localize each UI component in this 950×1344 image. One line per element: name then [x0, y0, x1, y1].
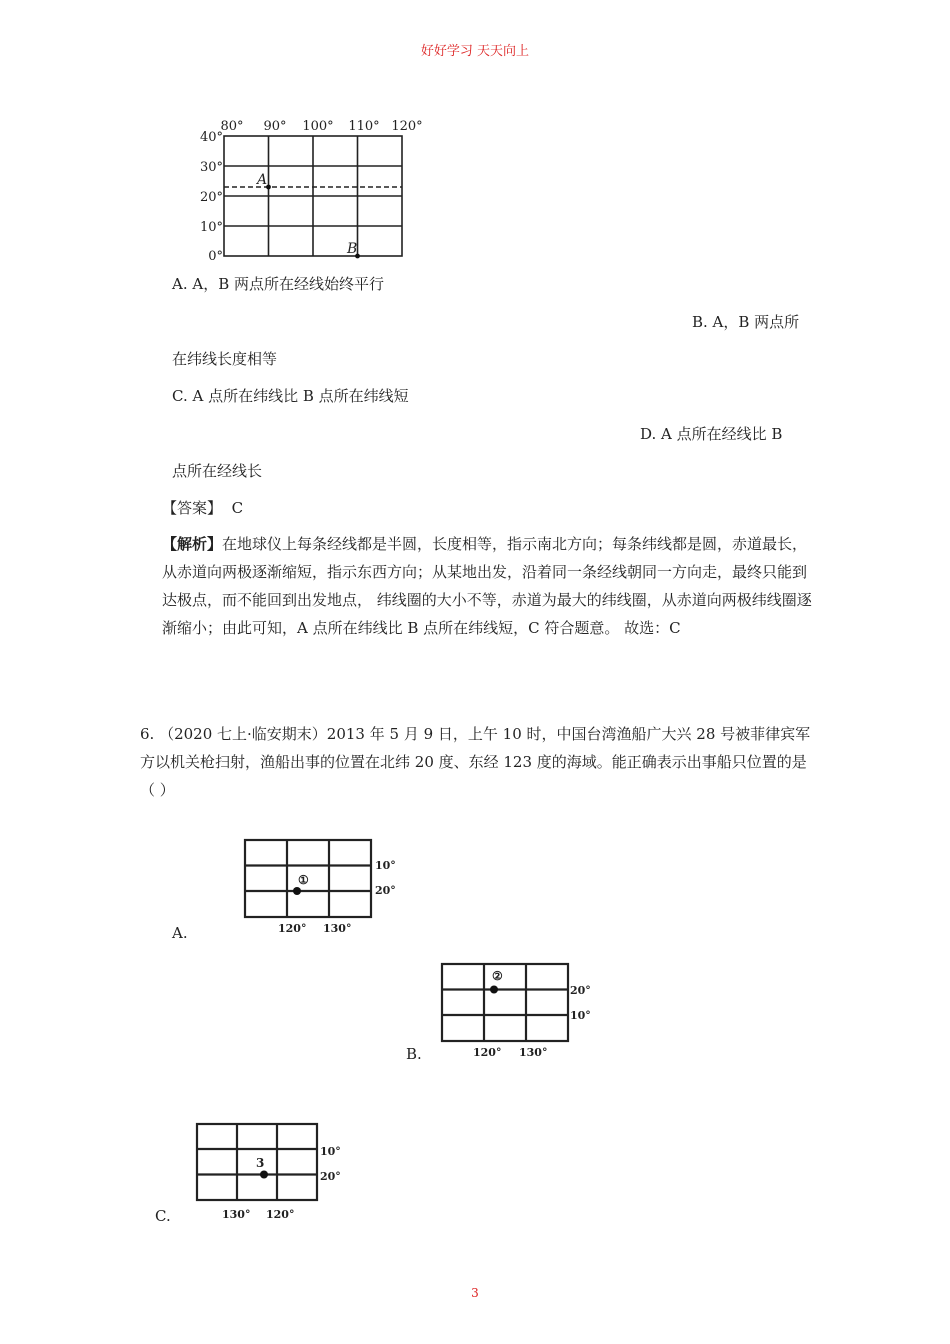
lon-label: 130° [519, 1046, 548, 1059]
q5-option-b-part1: B. A，B 两点所 [692, 313, 800, 331]
lon-label: 80° [220, 119, 244, 134]
q5-option-d-part1: D. A 点所在经线比 B [640, 425, 783, 443]
lat-label: 10° [570, 1009, 591, 1022]
q6-option-a-label: A. [172, 924, 188, 942]
q5-option-b-part2: 在纬线长度相等 [172, 350, 278, 368]
q6-option-c-figure [192, 1120, 352, 1225]
q5-grid-figure [195, 112, 435, 272]
q5-option-c: C. A 点所在纬线比 B 点所在纬线短 [172, 387, 409, 405]
lon-label: 120° [278, 922, 307, 935]
lon-label: 130° [222, 1208, 251, 1221]
lat-label: 40° [199, 130, 223, 145]
lat-label: 0° [208, 249, 223, 264]
q6-option-b-label: B. [406, 1045, 422, 1063]
lon-label: 120° [473, 1046, 502, 1059]
q6-option-b-figure [437, 960, 597, 1060]
position-marker: ② [492, 969, 503, 983]
point-b-label: B [347, 241, 358, 257]
answer-label: 【答案】 [162, 499, 223, 517]
page-number: 3 [471, 1286, 479, 1300]
lon-label: 100° [302, 119, 334, 134]
page-header: 好好学习 天天向上 [420, 44, 530, 59]
lat-label: 10° [320, 1145, 341, 1158]
lon-label: 120° [266, 1208, 295, 1221]
lat-label: 20° [375, 884, 396, 897]
q5-analysis [162, 530, 812, 642]
analysis-text: 在地球仪上每条经线都是半圆，长度相等，指示南北方向；每条纬线都是圆，赤道最长，从赤道向两极逐渐缩短，指示东西方向；从某地出发，沿着同一条经线朝同一方向走，最终只能到达极点，而不能回到出发地点， 纬线圈的大小不等，赤道为最大的纬线圈，从赤道向两极纬线圈逐渐缩小；由此可知，A 点所在纬线比 B 点所在纬线短，C 符合题意。 故选：C [162, 535, 812, 637]
lon-label: 130° [323, 922, 352, 935]
q5-option-a: A. A，B 两点所在经线始终平行 [172, 275, 384, 293]
point-a-label: A [257, 172, 268, 188]
lon-label: 120° [391, 119, 423, 134]
lat-label: 10° [199, 220, 223, 235]
lat-label: 20° [199, 190, 223, 205]
lat-label: 20° [320, 1170, 341, 1183]
q6-question [140, 720, 812, 804]
q5-option-d-part2: 点所在经线长 [172, 462, 263, 480]
q6-option-c-label: C. [155, 1207, 171, 1225]
lat-label: 10° [375, 859, 396, 872]
position-marker: 3 [256, 1156, 265, 1170]
lat-label: 30° [199, 160, 223, 175]
lon-label: 90° [263, 119, 287, 134]
lat-label: 20° [570, 984, 591, 997]
analysis-label: 【解析】 [162, 535, 223, 553]
q6-option-a-figure [240, 836, 396, 936]
ship-position-dot [490, 986, 498, 994]
ship-position-dot [260, 1171, 268, 1179]
position-marker: ① [298, 873, 309, 887]
lon-label: 110° [348, 119, 380, 134]
ship-position-dot [293, 887, 301, 895]
q5-answer [162, 498, 243, 518]
answer-value: C [231, 499, 244, 517]
q6-number: 6. [140, 725, 155, 743]
q6-text: （2020 七上·临安期末）2013 年 5 月 9 日，上午 10 时，中国台湾渔船广大兴 28 号被菲律宾军方以机关枪扫射，渔船出事的位置在北纬 20 度、东经 123 度的海域。能正确表示出事船只位置的是（ ） [140, 725, 811, 799]
